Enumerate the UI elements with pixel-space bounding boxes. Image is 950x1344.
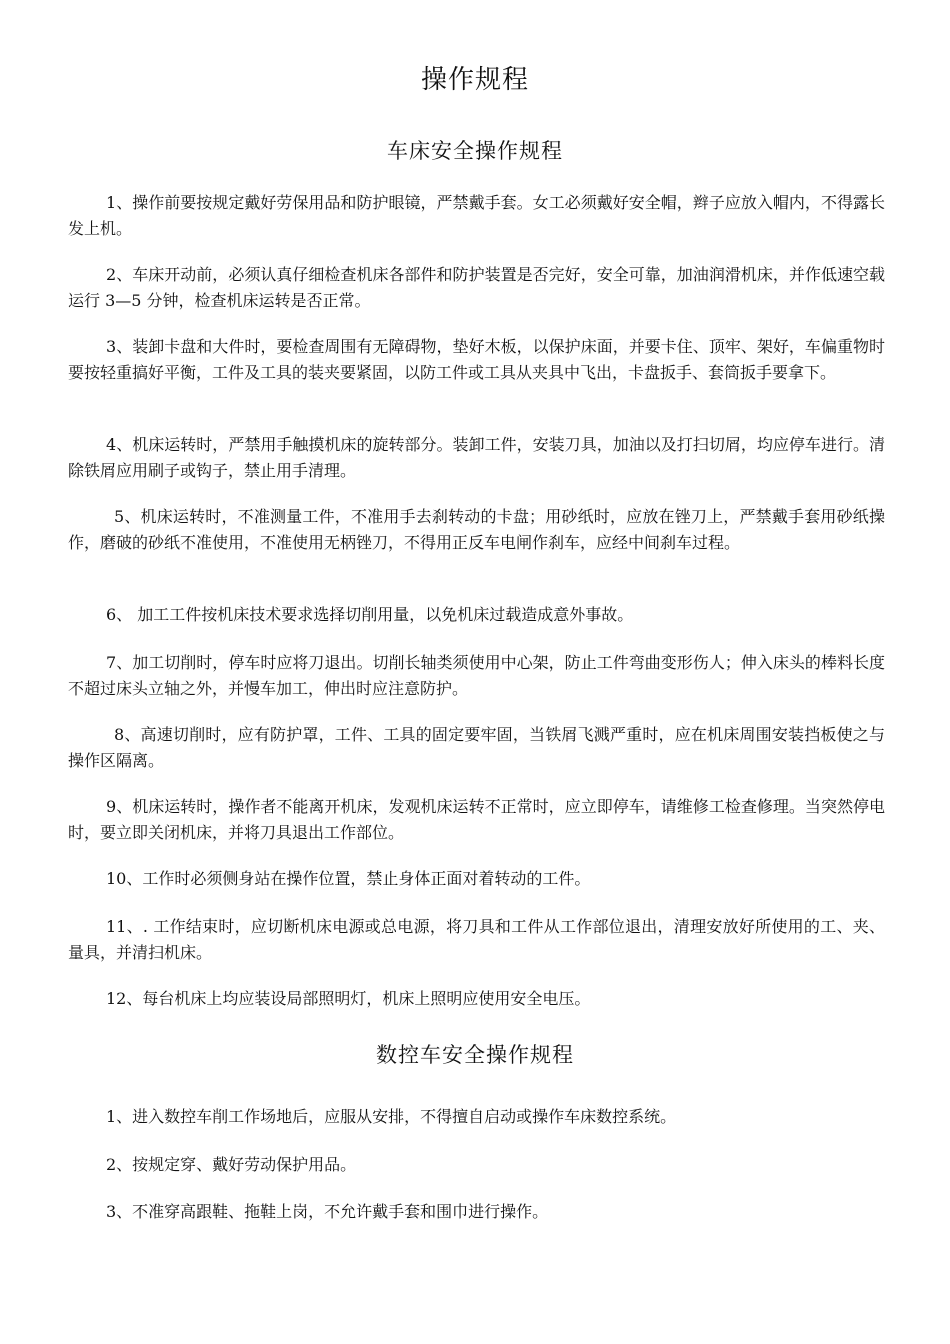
lathe-rule-6: 6、 加工工件按机床技术要求选择切削用量，以免机床过载造成意外事故。 (106, 605, 634, 624)
lathe-rule-2: 2、车床开动前，必须认真仔细检查机床各部件和防护装置是否完好，安全可靠，加油润滑机床，并作低速空载运行 3—5 分钟，检查机床运转是否正常。 (68, 265, 885, 310)
document-title: 操作规程 (420, 65, 529, 95)
cnc-rule-3: 3、不准穿高跟鞋、拖鞋上岗，不允许戴手套和围巾进行操作。 (106, 1202, 549, 1221)
lathe-rule-11: 11、. 工作结束时，应切断机床电源或总电源，将刀具和工件从工作部位退出，清理安放好所使用的工、夹、量具，并清扫机床。 (68, 917, 885, 962)
lathe-rule-12: 12、每台机床上均应装设局部照明灯，机床上照明应使用安全电压。 (106, 989, 591, 1008)
lathe-rule-10: 10、工作时必须侧身站在操作位置，禁止身体正面对着转动的工件。 (106, 869, 591, 888)
lathe-rule-9: 9、机床运转时，操作者不能离开机床，发观机床运转不正常时，应立即停车，请维修工检查修理。当突然停电时，要立即关闭机床，并将刀具退出工作部位。 (68, 797, 885, 842)
lathe-rule-7: 7、加工切削时，停车时应将刀退出。切削长轴类须使用中心架，防止工件弯曲变形伤人；伸入床头的棒料长度不超过床头立轴之外，并慢车加工，伸出时应注意防护。 (68, 653, 885, 698)
lathe-rule-8: 8、高速切削时，应有防护罩，工件、工具的固定要牢固，当铁屑飞溅严重时，应在机床周围安装挡板使之与操作区隔离。 (68, 725, 885, 770)
lathe-rule-4: 4、机床运转时，严禁用手触摸机床的旋转部分。装卸工件，安装刀具，加油以及打扫切屑，均应停车进行。清除铁屑应用刷子或钩子，禁止用手清理。 (68, 435, 885, 480)
lathe-rule-5: 5、机床运转时，不准测量工件，不准用手去刹转动的卡盘；用砂纸时，应放在锉刀上，严禁戴手套用砂纸操作，磨破的砂纸不准使用，不准使用无柄锉刀，不得用正反车电闸作刹车，应经中间刹车过程。 (68, 507, 885, 552)
cnc-rule-1: 1、进入数控车削工作场地后，应服从安排，不得擅自启动或操作车床数控系统。 (106, 1107, 677, 1126)
section-heading-cnc: 数控车安全操作规程 (376, 1043, 574, 1067)
section-heading-lathe: 车床安全操作规程 (387, 139, 563, 163)
lathe-rule-3: 3、装卸卡盘和大件时，要检查周围有无障碍物，垫好木板，以保护床面，并要卡住、顶牢、架好，车偏重物时要按轻重搞好平衡，工件及工具的装夹要紧固，以防工件或工具从夹具中飞出，卡盘扳手、套筒扳手要拿下。 (68, 337, 885, 382)
cnc-rule-2: 2、按规定穿、戴好劳动保护用品。 (106, 1155, 357, 1174)
lathe-rule-1: 1、操作前要按规定戴好劳保用品和防护眼镜，严禁戴手套。女工必须戴好安全帽，辫子应放入帽内，不得露长发上机。 (68, 193, 885, 238)
